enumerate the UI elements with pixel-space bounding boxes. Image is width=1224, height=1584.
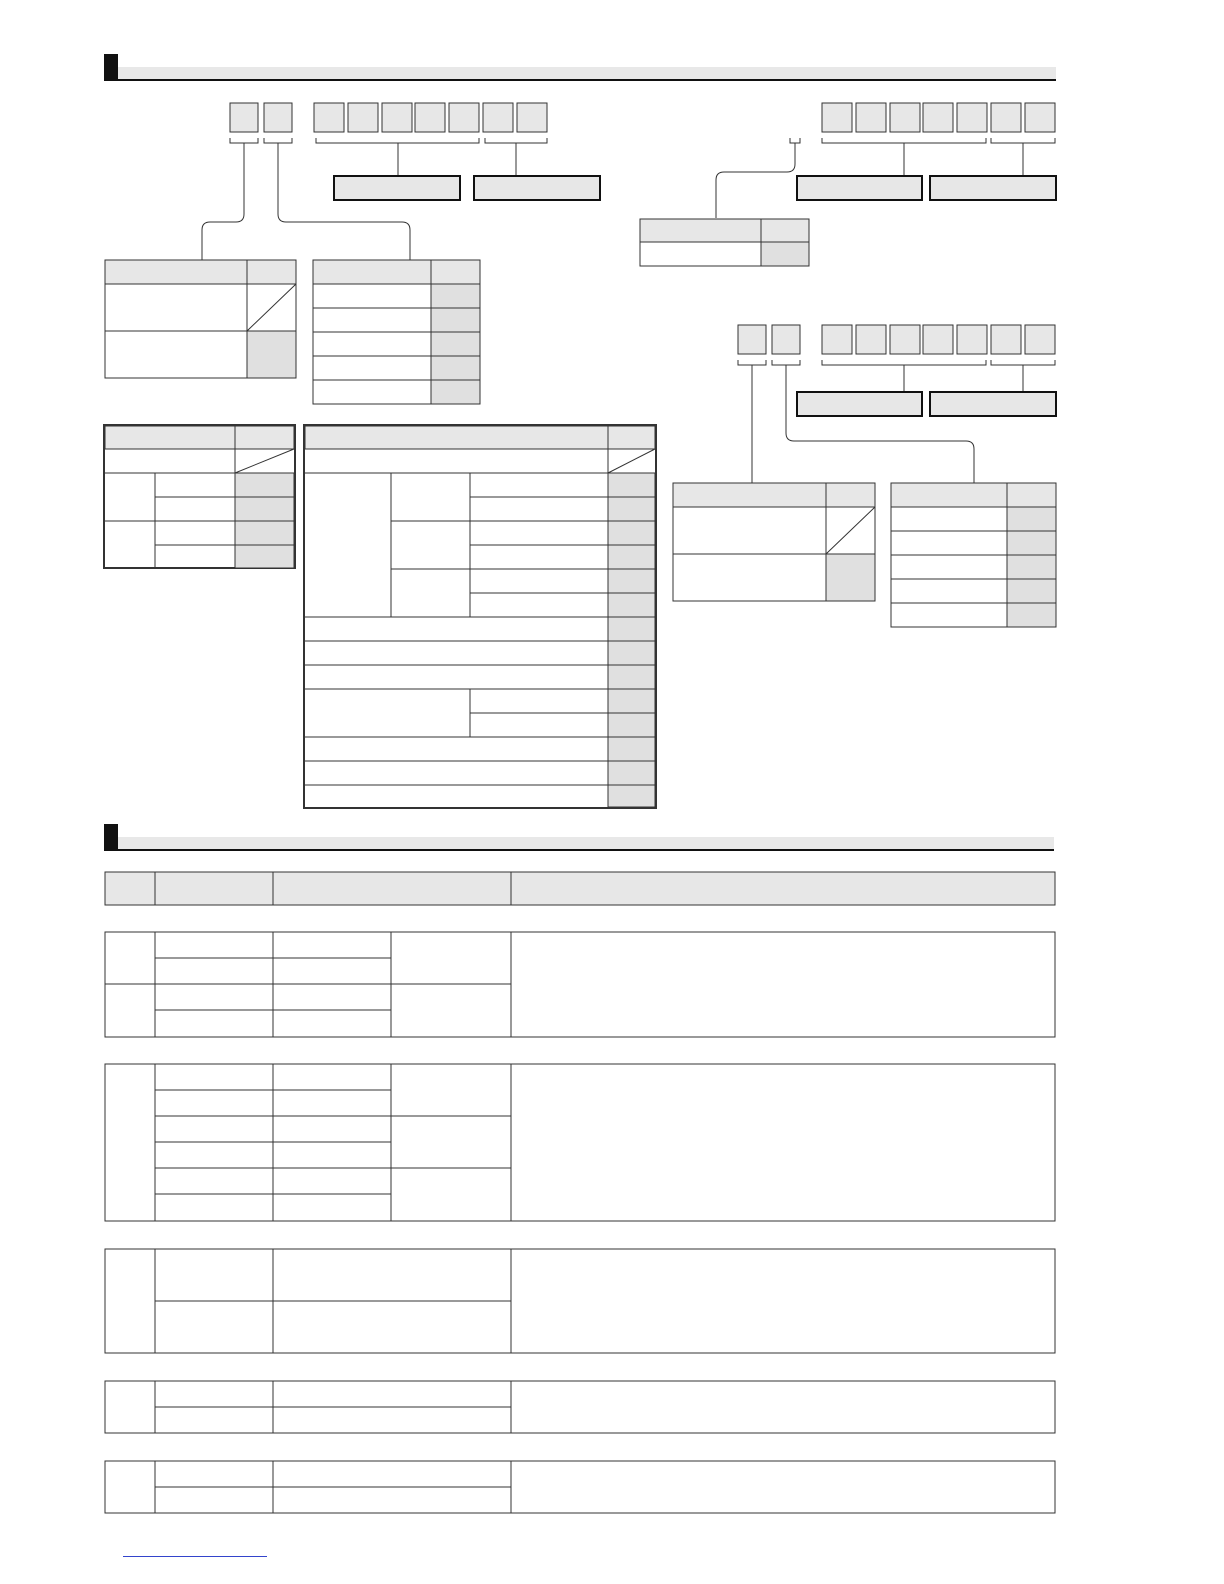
legend-table-f [673, 483, 875, 601]
legend-table-c [104, 425, 295, 568]
bracket [790, 138, 800, 143]
spec-table [0, 860, 1224, 1520]
code-box [264, 103, 292, 132]
legend-table-a [105, 260, 296, 378]
code-box [314, 103, 344, 132]
legend-table-e [640, 219, 809, 266]
code-box [822, 103, 852, 132]
code-box [856, 325, 886, 354]
code-box [230, 103, 258, 132]
leader-line [716, 143, 795, 218]
legend-table-b [313, 260, 480, 404]
bracket [738, 360, 766, 365]
spec-group [105, 1461, 1055, 1513]
code-box [1025, 103, 1055, 132]
code-box [382, 103, 412, 132]
footer-link[interactable] [123, 1556, 267, 1557]
code-box [923, 103, 953, 132]
bracket [822, 360, 986, 365]
legend-table-d [304, 425, 656, 808]
label-box [930, 176, 1056, 200]
code-box [923, 325, 953, 354]
label-box [797, 392, 922, 416]
code-box [738, 325, 766, 354]
bracket [772, 360, 800, 365]
code-box [483, 103, 513, 132]
code-box [856, 103, 886, 132]
code-box [772, 325, 800, 354]
bracket [991, 360, 1055, 365]
code-box [957, 325, 987, 354]
spec-group [105, 932, 1055, 1037]
section-header-bar [118, 837, 1054, 851]
code-box [822, 325, 852, 354]
label-box [474, 176, 600, 200]
code-box [890, 103, 920, 132]
code-box [1025, 325, 1055, 354]
bracket [485, 138, 547, 143]
leader-line [278, 143, 410, 260]
code-box [415, 103, 445, 132]
code-box [991, 325, 1021, 354]
code-box [348, 103, 378, 132]
spec-group [105, 1381, 1055, 1433]
spec-table-header [105, 872, 1055, 905]
label-box [797, 176, 922, 200]
bracket [230, 138, 258, 143]
code-box [890, 325, 920, 354]
code-box [517, 103, 547, 132]
code-box [991, 103, 1021, 132]
spec-group [105, 1064, 1055, 1221]
label-box [334, 176, 460, 200]
legend-table-g [891, 483, 1056, 627]
code-box [449, 103, 479, 132]
spec-group [105, 1249, 1055, 1353]
bracket [316, 138, 479, 143]
bracket [822, 138, 986, 143]
bracket [991, 138, 1055, 143]
label-box [930, 392, 1056, 416]
leader-line [786, 365, 974, 483]
section-marker [104, 824, 118, 851]
leader-line [202, 143, 244, 260]
code-box [957, 103, 987, 132]
bracket [264, 138, 292, 143]
